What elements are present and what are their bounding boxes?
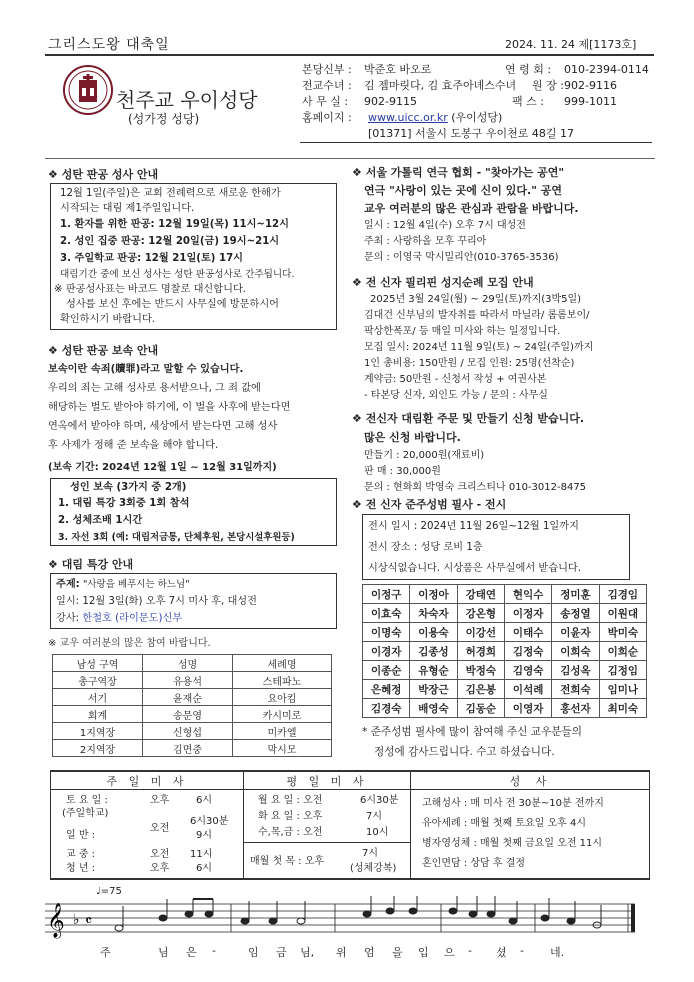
sun-time-b2: 9시 [196,830,213,841]
penance-line: 연옥에서 받아야 하며, 세상에서 받는다면 고해 성사 [48,421,278,432]
notice-line: 성사를 보신 후에는 반드시 사무실에 방문하시어 [66,299,280,310]
notice-line: 시작되는 대림 제1주일입니다. [60,203,195,214]
music-staff [45,896,645,940]
date-issue: 2024. 11. 24 제[1173호] [505,38,637,51]
table-row [53,706,332,723]
sunday-header: 주 일 미 사 [106,775,188,788]
participant-name: 이태수 [504,623,551,642]
sat-time-b: 6시 [196,795,213,806]
participant-name: 이강선 [457,623,504,642]
weekday-header: 평 일 미 사 [286,775,368,788]
info-value: 박준호 바오로 [364,63,432,76]
penance-period: (보속 기간: 2024년 12월 1일 ~ 12월 31일까지) [48,462,277,473]
wed-time: 10시 [366,827,389,838]
pilgrimage-line: 1인 총비용: 150만원 / 모집 인원: 25명(선착순) [364,358,575,369]
sat-label: 토 요 일 : [66,795,108,806]
sun-time-a: 오전 [150,823,170,834]
series-title: 그리스도왕 대축일 [48,37,170,53]
participant-name: 이정자 [504,604,551,623]
homepage-name: (우이성당) [451,111,503,124]
theater-sub2: 교우 여러분의 많은 관심과 관람을 바랍니다. [364,202,579,215]
mon-label: 월 요 일 : 오전 [258,795,323,806]
participant-name: 김정임 [599,661,646,680]
participant-name: 이영자 [504,699,551,718]
sacrament-line: 병자영성체 : 매월 첫째 금요일 오전 11시 [422,838,603,849]
table-header: 남성 구역 [53,655,143,672]
lyric-syllable: 을 [392,946,403,959]
info-key: 전교수녀 : [302,79,352,92]
info-row [302,62,649,78]
thanks-line: 정성에 감사드립니다. 수고 하셨습니다. [374,746,555,758]
table-row [363,623,647,642]
lyric-syllable: 은 [186,946,197,959]
wreath-sub: 많은 신청 바랍니다. [364,431,461,444]
notice-line: 확인하시기 바랍니다. [60,314,156,325]
notice-item: 3. 주일학교 판공: 12월 21일(토) 17시 [60,253,244,264]
penance-box-item: 1. 대림 특강 3회중 1회 참석 [58,498,190,509]
pilgrimage-line: 팍상한폭포/ 등 매일 미사와 하는 일정입니다. [364,326,561,337]
info-key: 본당신부 : [302,63,352,76]
table-row [363,680,647,699]
participant-name: 김정숙 [504,642,551,661]
participant-name: 이경자 [363,642,410,661]
info-row [302,110,503,126]
sun-label: 일 반 : [66,830,96,841]
table-cell: 미카엘 [233,723,332,740]
pilgrimage-line: 2025년 3월 24일(월) ~ 29일(토)까지(3박5일) [370,294,582,305]
tue-label: 화 요 일 : 오후 [258,811,323,822]
church-subtitle: (성가정 성당) [128,112,200,126]
sacrament-line: 유아세례 : 매월 첫째 토요일 오후 4시 [422,818,587,829]
info-block [302,62,649,142]
youth1-b: 11시 [190,849,213,860]
table-row [363,642,647,661]
participant-name: 배영숙 [410,699,457,718]
info-value2: 999-1011 [564,95,617,108]
participant-name: 이명숙 [363,623,410,642]
info-row [302,94,617,110]
wreath-title: ❖ 전신자 대림환 주문 및 만들기 신청 받습니다. [352,412,585,425]
lecture-lecturer-row [56,610,257,627]
theater-sub: 연극 "사랑이 있는 곳에 신이 있다." 공연 [364,184,563,197]
participant-name: 이종순 [363,661,410,680]
info-key2: 연 령 회 : [505,63,552,76]
homepage-link[interactable]: www.uicc.or.kr [368,111,448,124]
participant-name: 이석례 [504,680,551,699]
lyric-syllable: 셨 [496,946,507,959]
sacrament-header: 성 사 [509,775,553,788]
lyric-syllable: 입 [418,946,429,959]
lecture-title: ❖ 대림 특강 안내 [48,558,134,571]
participant-name: 이정구 [363,585,410,604]
table-row [53,723,332,740]
info-key: 홈페이지 : [302,111,352,124]
participant-name: 차숙자 [410,604,457,623]
table-cell: 1지역장 [53,723,143,740]
lyric-syllable: - [468,944,472,957]
theater-contact: 문의 : 이영국 막시밀리안(010-3765-3536) [364,252,559,263]
lyrics-row [100,944,620,960]
exhibit-title: ❖ 전 신자 준주성범 필사 - 전시 [352,498,507,511]
officers-table [52,654,332,757]
notice-line: 대림기간 중에 보신 성사는 성탄 판공성사로 간주됩니다. [60,269,295,280]
youth1-a: 오전 [150,849,170,860]
table-row [363,699,647,718]
lecture-theme: "사랑을 베푸시는 하느님" [83,579,190,590]
table-cell: 김면중 [143,740,233,757]
mass-notice-title: ❖ 성탄 판공 성사 안내 [48,168,159,181]
lyric-syllable: 네. [550,946,565,959]
participant-name: 이원대 [599,604,646,623]
schedule-header-line [50,789,650,790]
participant-name: 김동순 [457,699,504,718]
participant-name: 이윤자 [552,623,599,642]
svg-text:𝄞: 𝄞 [47,903,65,938]
table-row [363,661,647,680]
exhibit-line: 전시 장소 : 성당 로비 1층 [368,542,483,553]
info-key: 사 무 실 : [302,95,349,108]
masthead-rule [45,54,654,56]
participant-name: 박장근 [410,680,457,699]
lyric-syllable: - [212,944,216,957]
sun-time-b1: 6시30분 [190,816,229,827]
info-divider-bottom [45,158,655,159]
penance-box-item: 2. 성체조배 1시간 [58,515,143,526]
first-thu-label: 매월 첫 목 : 오후 [250,856,325,867]
pilgrimage-line: 모집 일시: 2024년 11월 9일(토) ~ 24일(주일)까지 [364,342,594,353]
participant-name: 임미나 [599,680,646,699]
sacrament-line: 혼인면담 : 상담 후 결정 [422,858,526,869]
theater-when: 일시 : 12월 4일(수) 오후 7시 대성전 [364,220,526,231]
table-row [363,604,647,623]
exhibit-line: 시상식없습니다. 시상품은 사무실에서 받습니다. [368,563,582,574]
youth2-b: 6시 [196,863,213,874]
notice-line: ※ 판공성사표는 바코드 명찰로 대신합니다. [54,284,247,295]
table-cell: 요아킴 [233,689,332,706]
participant-name: 박미숙 [599,623,646,642]
table-cell: 유용석 [143,672,233,689]
youth2-a: 오후 [150,863,170,874]
participant-name: 박정숙 [457,661,504,680]
lecture-note: ※ 교우 여러분의 많은 참여 바랍니다. [48,638,211,649]
participant-name: 송정열 [552,604,599,623]
participant-name: 이희순 [599,642,646,661]
table-cell: 스테파노 [233,672,332,689]
schedule-col-divider [410,770,411,880]
notice-item: 2. 성인 집중 판공: 12월 20일(금) 19시~21시 [60,236,280,247]
weekday-divider [243,842,410,843]
participant-name: 김경숙 [363,699,410,718]
table-header: 성명 [143,655,233,672]
lecture-lecturer-label: 강사: [56,613,80,624]
lyric-syllable: 엄 [364,946,375,959]
lyric-syllable: 님, [300,946,315,959]
schedule-col-divider [243,770,244,880]
lyric-syllable: 임 [248,946,259,959]
svg-text:♭: ♭ [73,912,80,928]
table-cell: 신형섭 [143,723,233,740]
pilgrimage-title: ❖ 전 신자 필리핀 성지순례 모집 안내 [352,276,534,289]
address-row [302,126,574,142]
participant-name: 강온형 [457,604,504,623]
penance-line: 해당하는 벌도 받아야 하기에, 이 벌을 사후에 받는다면 [48,402,291,413]
lecture-theme-row [56,576,257,593]
notice-item: 1. 환자를 위한 판공: 12월 19일(목) 11시~12시 [60,219,289,230]
sat-time-a: 오후 [150,795,170,806]
notice-line: 12월 1일(주일)은 교회 전례력으로 새로운 한해가 [60,188,281,199]
first-thu-time: 7시 [362,848,379,859]
tue-time: 7시 [366,811,383,822]
lecture-lecturer: 한철호 (라이문도)신부 [82,613,183,624]
wreath-line: 판 매 : 30,000원 [364,466,441,477]
lyric-syllable: 주 [100,946,111,959]
theater-title: ❖ 서울 가톨릭 연극 협회 - "찾아가는 공연" [352,166,565,179]
exhibit-line: 전시 일시 : 2024년 11월 26일~12월 1일까지 [368,521,579,532]
participant-name: 이정아 [410,585,457,604]
lecture-when: 일시: 12월 3일(화) 오후 7시 미사 후, 대성전 [56,596,257,607]
lyric-syllable: 위 [336,946,347,959]
info-value: 김 젬마릿다, 김 효주아녜스수녀 [364,79,517,92]
info-divider [300,142,652,143]
first-thu-benediction: (성체강복) [350,863,397,874]
participant-name: 이효숙 [363,604,410,623]
table-row [53,689,332,706]
table-cell: 막시모 [233,740,332,757]
participant-name: 김종성 [410,642,457,661]
participant-name: 허경희 [457,642,504,661]
table-cell: 회계 [53,706,143,723]
penance-title: ❖ 성탄 판공 보속 안내 [48,344,159,357]
penance-box-item: 3. 자선 3회 (예: 대림저금통, 단체후원, 본당시설후원등) [58,532,295,543]
participant-name: 이희숙 [552,642,599,661]
pilgrimage-line: 계약금: 50만원 - 신청서 작성 + 여권사본 [364,374,547,385]
participant-name: 강태연 [457,585,504,604]
penance-line: 보속이란 속죄(贖罪)라고 말할 수 있습니다. [48,364,244,375]
info-row [302,78,617,94]
participant-name: 김경임 [599,585,646,604]
youth2-label: 청 년 : [66,863,96,874]
pilgrimage-line: 김대건 신부님의 발자취를 따라서 마닐라/ 롬롬보이/ [364,310,590,321]
lyric-syllable: 님 [158,946,169,959]
participant-name: 현익수 [504,585,551,604]
info-value2: 902-9116 [564,79,617,92]
wreath-line: 문의 : 현화회 박영숙 크리스티나 010-3012-8475 [364,482,587,493]
church-logo [62,64,114,116]
participant-name: 전희숙 [552,680,599,699]
lecture-theme-label: 주제: [56,579,80,590]
wreath-line: 만들기 : 20,000원(재료비) [364,450,485,461]
participant-name: 정미훈 [552,585,599,604]
info-value2: 010-2394-0114 [564,63,649,76]
table-header-row [53,655,332,672]
pilgrimage-line: - 타본당 신자, 외인도 가능 / 문의 : 사무실 [364,390,548,401]
table-cell: 송문영 [143,706,233,723]
mon-time: 6시30분 [360,795,399,806]
table-cell: 윤재순 [143,689,233,706]
table-cell: 총구역장 [53,672,143,689]
wed-label: 수,목,금 : 오전 [258,827,323,838]
tempo-mark: ♩=75 [96,886,122,897]
table-cell: 카시미로 [233,706,332,723]
table-row [53,740,332,757]
participant-name: 이용숙 [410,623,457,642]
info-key2: 원 장 : [532,79,564,92]
participant-name: 김영숙 [504,661,551,680]
penance-line: 후 사제가 정해 준 보속을 해야 합니다. [48,440,219,451]
thanks-line: * 준주성범 필사에 많이 참여해 주신 교우분들의 [362,726,582,738]
lyric-syllable: 으 [444,946,455,959]
lyric-syllable: - [520,944,524,957]
info-key2: 팩 스 : [512,95,544,108]
youth1-label: 교 중 : [66,849,96,860]
participant-name: 은혜정 [363,680,410,699]
sacrament-line: 고해성사 : 매 미사 전 30분~10분 전까지 [422,798,604,809]
address: [01371] 서울시 도봉구 우이천로 48길 17 [368,127,574,140]
participant-name: 김성옥 [552,661,599,680]
table-row [53,672,332,689]
participant-name: 홍선자 [552,699,599,718]
table-header: 세례명 [233,655,332,672]
church-name: 천주교 우이성당 [116,88,258,112]
participant-name: 최미숙 [599,699,646,718]
participant-name: 유형순 [410,661,457,680]
participant-name: 김은봉 [457,680,504,699]
theater-host: 주최 : 사랑하올 모후 꾸리아 [364,236,487,247]
info-value: 902-9115 [364,95,417,108]
svg-text:𝄴: 𝄴 [85,911,93,930]
participants-grid [362,584,647,718]
penance-box-title: 성인 보속 (3가지 중 2개) [70,482,187,493]
table-cell: 2지역장 [53,740,143,757]
lyric-syllable: 금 [276,946,287,959]
table-row [363,585,647,604]
penance-line: 우리의 죄는 고해 성사로 용서받으나, 그 죄 값에 [48,383,261,394]
sat-sub: (주일학교) [62,808,109,819]
table-cell: 서기 [53,689,143,706]
